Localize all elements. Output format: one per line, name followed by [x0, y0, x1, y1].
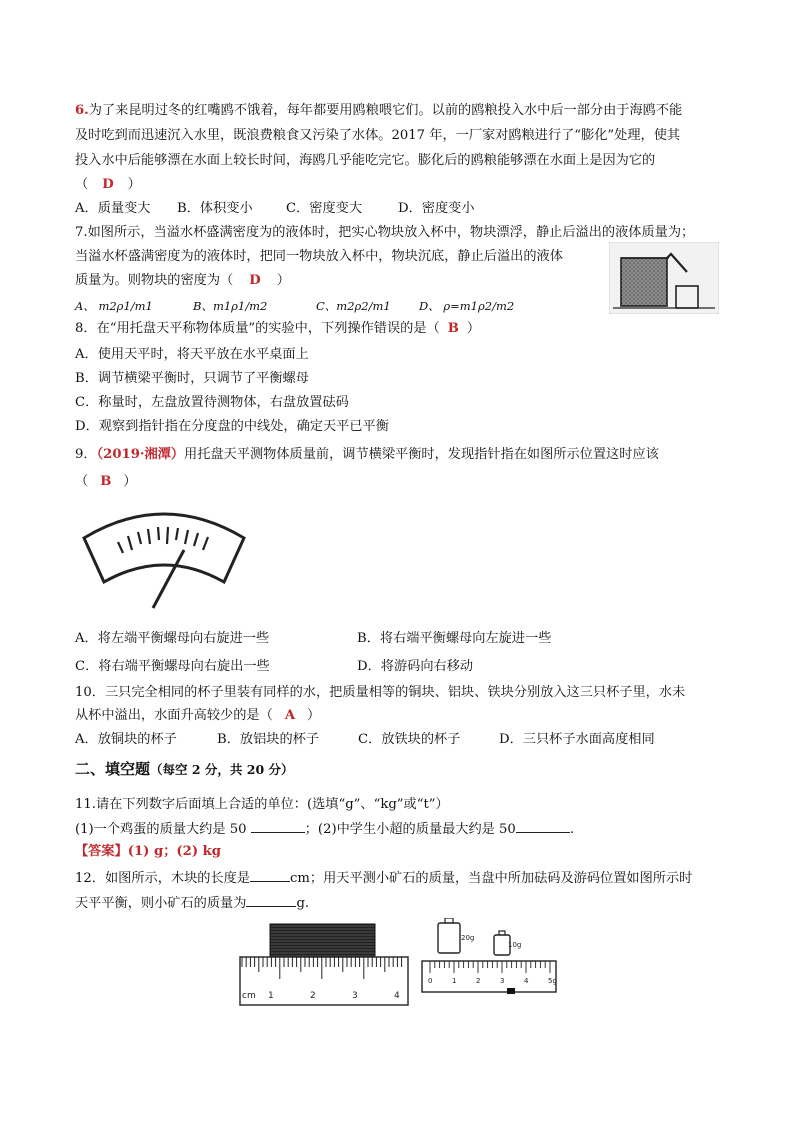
q7-option-d: D、 ρ=m1ρ2/m2 [419, 299, 515, 313]
q9-option-d: D．将游码向右移动 [357, 659, 474, 674]
q8-option-c: C．称量时，左盘放置待测物体，右盘放置砝码 [75, 395, 349, 410]
ruler-tick-label-4: 4 [394, 991, 400, 1001]
q12-blank-mass[interactable] [246, 893, 296, 907]
q9-paren-close: ） [123, 474, 137, 489]
q6-paren-open: （ [75, 177, 89, 192]
section-2-heading [75, 760, 294, 780]
q6-option-c: C．密度变大 [286, 201, 363, 216]
beam-scale-label: 4 [524, 977, 529, 985]
q8-option-b: B．调节横梁平衡时，只调节了平衡螺母 [75, 371, 309, 386]
q7-paren-close: ） [276, 273, 290, 288]
wooden-block [270, 924, 375, 957]
q11-answer-line [75, 843, 221, 861]
beam-scale-label: 0 [428, 977, 433, 985]
q11-blanks-line [75, 819, 574, 839]
q12-text-2b: g. [296, 896, 310, 911]
q7-line-3 [75, 272, 290, 290]
q6-option-d: D．密度变小 [398, 201, 475, 216]
q6-line-1 [75, 102, 682, 120]
q6-number: 6. [75, 103, 89, 118]
beam-scale-label: 2 [476, 977, 481, 985]
q9-option-a: A．将左端平衡螺母向右旋进一些 [75, 631, 270, 646]
section-2-subtitle: （每空 2 分，共 20 分） [150, 762, 294, 777]
q10-text-2: 从杯中溢出，水面升高较少的是（ [75, 708, 273, 723]
q7-option-b: B、m1ρ1/m2 [193, 299, 268, 313]
q9-stem-text: 用托盘天平测物体质量前，调节横梁平衡时，发现指针指在如图所示位置这时应该 [184, 447, 659, 462]
weights-scale-figure [420, 918, 560, 996]
q9-stem [75, 446, 659, 464]
beam-scale-label: 1 [452, 977, 457, 985]
q10-option-c: C．放铁块的杯子 [358, 732, 461, 747]
q11-part-3: . [569, 822, 575, 837]
q7-line-1: 7.如图所示，当溢水杯盛满密度为的液体时，把实心物块放入杯中，物块漂浮，静止后溢出的液体质量为； [75, 225, 695, 240]
weight-10g [494, 931, 521, 955]
q9-answer: B [100, 474, 112, 489]
weight-10g-label: 10g [508, 941, 522, 949]
q10-paren-close: ） [307, 708, 321, 723]
q10-option-b: B．放铝块的杯子 [217, 732, 320, 747]
q11-part-1: (1)一个鸡蛋的质量大约是 50 [75, 822, 247, 837]
ruler-tick-label-3: 3 [352, 991, 358, 1001]
q8-option-d: D．观察到指针指在分度盘的中线处，确定天平已平衡 [75, 419, 389, 434]
q9-answer-line [75, 473, 137, 491]
q10-line-2 [75, 707, 320, 725]
q12-text-1b: cm；用天平测小矿石的质量，当盘中所加砝码及游码位置如图所示时 [290, 871, 693, 886]
ruler-tick-label-2: 2 [310, 991, 316, 1001]
q8-paren-close: ） [466, 321, 481, 336]
q12-text-1a: 12．如图所示，木块的长度是 [75, 871, 251, 886]
q11-stem: 11.请在下列数字后面填上合适的单位：(选填“g”、“kg”或“t”） [75, 797, 449, 812]
q10-option-a: A．放铜块的杯子 [75, 732, 177, 747]
dial-scale-plate [84, 514, 244, 582]
q8-stem-text: 8．在“用托盘天平称物体质量”的实验中，下列操作错误的是（ [75, 321, 440, 336]
q11-blank-1[interactable] [251, 819, 305, 833]
ruler-block-figure [236, 920, 412, 1008]
q10-line-1: 10．三只完全相同的杯子里装有同样的水，把质量相等的铜块、铝块、铁块分别放入这三只杯子里，水未 [75, 685, 686, 700]
q10-answer: A [284, 708, 296, 723]
q7-line-2: 当溢水杯盛满密度为的液体时，把同一物块放入杯中，物块沉底，静止后溢出的液体 [75, 249, 563, 264]
ruler-unit: cm [242, 991, 256, 1001]
q11-part-2: ；(2)中学生小超的质量最大约是 50 [304, 822, 516, 837]
ruler-tick-label-1: 1 [268, 991, 274, 1001]
q7-text-3: 质量为。则物块的密度为（ [75, 273, 234, 288]
q6-option-b: B．体积变小 [177, 201, 253, 216]
q12-line-2 [75, 893, 309, 913]
q7-answer: D [249, 273, 261, 288]
section-2-title: 二、填空题 [75, 760, 151, 778]
beam-scale-label: 3 [500, 977, 505, 985]
q7-option-a: A、 m2ρ1/m1 [75, 299, 153, 313]
overflow-cup-figure [609, 242, 719, 314]
q6-text-1: 为了来昆明过冬的红嘴鸥不饿着，每年都要用鸥粮喂它们。以前的鸥粮投入水中后一部分由于海鸥不能 [88, 103, 683, 118]
q6-paren-close: ） [127, 177, 141, 192]
q6-answer: D [102, 177, 114, 192]
q10-option-d: D．三只杯子水面高度相同 [499, 732, 655, 747]
q9-number: 9． [75, 447, 97, 462]
q12-text-2a: 天平平衡，则小矿石的质量为 [75, 896, 247, 911]
ruler-body [240, 957, 408, 1005]
q11-answer-text: (1) g；(2) kg [127, 844, 222, 859]
q6-option-a: A．质量变大 [75, 201, 151, 216]
beam-scale-label: 5g [548, 977, 557, 985]
q9-option-b: B．将右端平衡螺母向左旋进一些 [357, 631, 552, 646]
weight-20g-label: 20g [461, 934, 475, 942]
q9-paren-open: （ [75, 474, 89, 489]
q8-stem [75, 320, 480, 338]
weight-20g [438, 918, 474, 953]
pointer-dial-figure [74, 498, 254, 610]
q9-option-c: C．将右端平衡螺母向右旋出一些 [75, 659, 270, 674]
q6-line-3: 投入水中后能够漂在水面上较长时间，海鸥几乎能吃完它。膨化后的鸥粮能够漂在水面上是因为它的 [75, 153, 656, 168]
q12-line-1 [75, 868, 692, 888]
q7-option-c: C、m2ρ2/m1 [316, 299, 391, 313]
q8-answer: B [447, 321, 459, 336]
rider-weight [507, 988, 515, 994]
q6-line-2: 及时吃到而迅速沉入水里，既浪费粮食又污染了水体。2017 年，一厂家对鸥粮进行了“膨化”处理，使其 [75, 128, 681, 143]
q11-answer-label: 【答案】 [75, 844, 128, 859]
q9-source: （2019·湘潭） [96, 447, 185, 462]
q11-blank-2[interactable] [516, 819, 570, 833]
q8-option-a: A．使用天平时，将天平放在水平桌面上 [75, 347, 309, 362]
q12-blank-length[interactable] [250, 868, 290, 882]
q6-answer-line [75, 176, 141, 194]
overflow-cup [621, 258, 667, 306]
